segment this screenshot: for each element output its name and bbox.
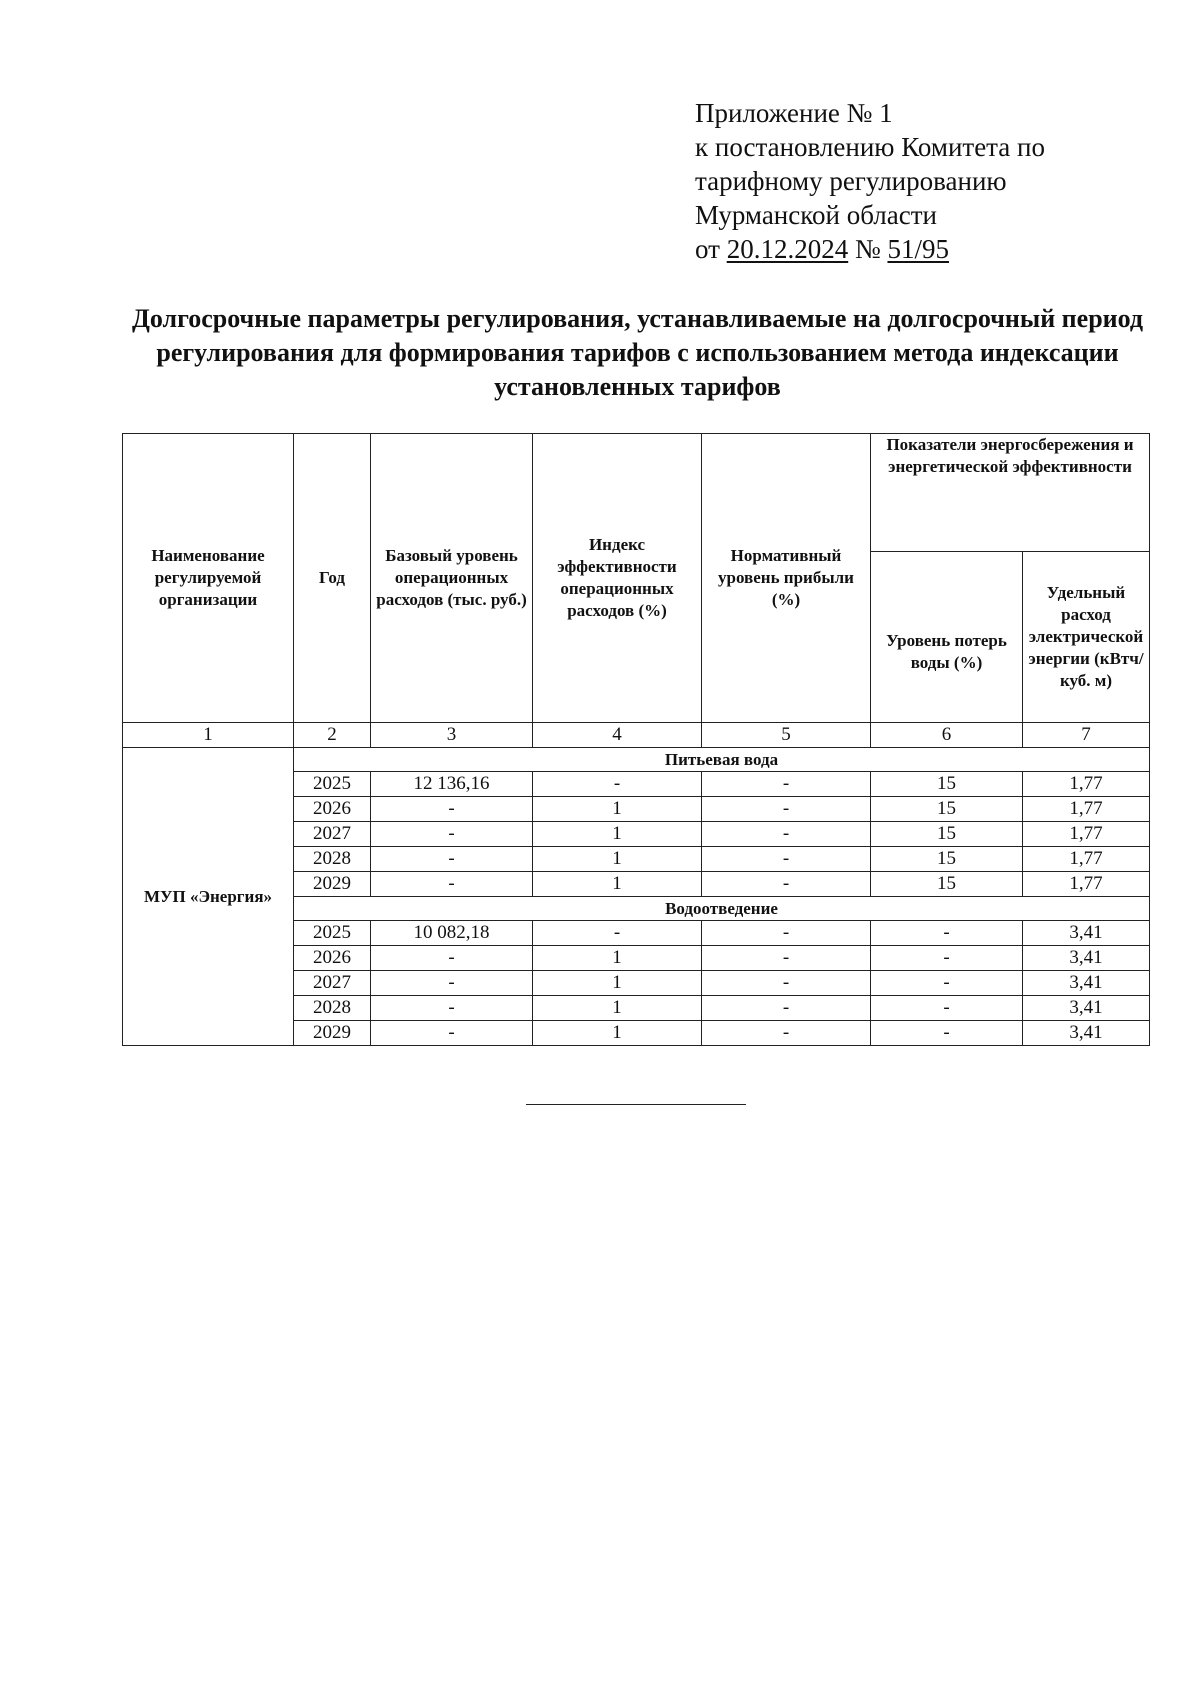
year-cell: 2026 bbox=[294, 797, 371, 822]
appendix-date-line bbox=[695, 232, 1045, 266]
profit-level-cell: - bbox=[702, 822, 871, 847]
profit-level-cell: - bbox=[702, 971, 871, 996]
appendix-prefix: от bbox=[695, 234, 720, 264]
efficiency-index-cell: 1 bbox=[533, 996, 702, 1021]
profit-level-cell: - bbox=[702, 996, 871, 1021]
year-cell: 2025 bbox=[294, 921, 371, 946]
power-consumption-cell: 1,77 bbox=[1023, 822, 1150, 847]
parameters-table bbox=[122, 433, 1150, 1046]
appendix-line-3: тарифному регулированию bbox=[695, 166, 1007, 196]
base-level-cell: - bbox=[371, 847, 533, 872]
section-title: Водоотведение bbox=[294, 897, 1150, 921]
section-title: Питьевая вода bbox=[294, 748, 1150, 772]
appendix-block bbox=[695, 96, 1045, 266]
power-consumption-cell: 3,41 bbox=[1023, 1021, 1150, 1046]
base-level-cell: - bbox=[371, 1021, 533, 1046]
power-consumption-cell: 3,41 bbox=[1023, 921, 1150, 946]
profit-level-cell: - bbox=[702, 872, 871, 897]
water-loss-cell: - bbox=[871, 921, 1023, 946]
profit-level-cell: - bbox=[702, 921, 871, 946]
appendix-number-sign: № bbox=[854, 234, 881, 264]
efficiency-index-cell: 1 bbox=[533, 847, 702, 872]
water-loss-cell: - bbox=[871, 946, 1023, 971]
appendix-line-1: Приложение № 1 bbox=[695, 98, 893, 128]
efficiency-index-cell: 1 bbox=[533, 822, 702, 847]
efficiency-index-cell: 1 bbox=[533, 946, 702, 971]
base-level-cell: - bbox=[371, 822, 533, 847]
year-cell: 2027 bbox=[294, 822, 371, 847]
efficiency-index-cell: 1 bbox=[533, 971, 702, 996]
header-energy-group: Показатели энергосбережения и энергетической эффективности bbox=[871, 434, 1150, 552]
appendix-number: 51/95 bbox=[887, 234, 949, 264]
water-loss-cell: 15 bbox=[871, 872, 1023, 897]
header-year: Год bbox=[294, 434, 371, 723]
profit-level-cell: - bbox=[702, 946, 871, 971]
table-body bbox=[123, 723, 1150, 1046]
base-level-cell: - bbox=[371, 946, 533, 971]
base-level-cell: 12 136,16 bbox=[371, 772, 533, 797]
column-number: 2 bbox=[294, 723, 371, 748]
header-row-1 bbox=[123, 434, 1150, 552]
water-loss-cell: 15 bbox=[871, 847, 1023, 872]
header-power-consumption: Удельный расход электрической энергии (кВтч/куб. м) bbox=[1023, 552, 1150, 723]
year-cell: 2028 bbox=[294, 847, 371, 872]
water-loss-cell: - bbox=[871, 996, 1023, 1021]
header-base-level: Базовый уровень операционных расходов (тыс. руб.) bbox=[371, 434, 533, 723]
column-number: 7 bbox=[1023, 723, 1150, 748]
appendix-line-2: к постановлению Комитета по bbox=[695, 132, 1045, 162]
profit-level-cell: - bbox=[702, 847, 871, 872]
header-profit-level: Нормативный уровень прибыли (%) bbox=[702, 434, 871, 723]
column-number: 4 bbox=[533, 723, 702, 748]
year-cell: 2027 bbox=[294, 971, 371, 996]
section-row bbox=[123, 748, 1150, 772]
power-consumption-cell: 1,77 bbox=[1023, 797, 1150, 822]
power-consumption-cell: 1,77 bbox=[1023, 872, 1150, 897]
power-consumption-cell: 3,41 bbox=[1023, 971, 1150, 996]
water-loss-cell: - bbox=[871, 1021, 1023, 1046]
appendix-line-4: Мурманской области bbox=[695, 200, 937, 230]
power-consumption-cell: 3,41 bbox=[1023, 996, 1150, 1021]
power-consumption-cell: 1,77 bbox=[1023, 772, 1150, 797]
efficiency-index-cell: - bbox=[533, 921, 702, 946]
header-org: Наименование регулируемой организации bbox=[123, 434, 294, 723]
organization-name: МУП «Энергия» bbox=[123, 748, 294, 1046]
base-level-cell: - bbox=[371, 797, 533, 822]
efficiency-index-cell: 1 bbox=[533, 797, 702, 822]
base-level-cell: - bbox=[371, 971, 533, 996]
profit-level-cell: - bbox=[702, 772, 871, 797]
water-loss-cell: 15 bbox=[871, 772, 1023, 797]
base-level-cell: 10 082,18 bbox=[371, 921, 533, 946]
profit-level-cell: - bbox=[702, 1021, 871, 1046]
water-loss-cell: 15 bbox=[871, 797, 1023, 822]
column-number-row bbox=[123, 723, 1150, 748]
year-cell: 2026 bbox=[294, 946, 371, 971]
year-cell: 2029 bbox=[294, 872, 371, 897]
appendix-date: 20.12.2024 bbox=[726, 234, 849, 264]
document-title: Долгосрочные параметры регулирования, устанавливаемые на долгосрочный период регулирования для формирования тарифов с использованием метода индексации установленных тарифов bbox=[131, 304, 1144, 401]
year-cell: 2028 bbox=[294, 996, 371, 1021]
column-number: 1 bbox=[123, 723, 294, 748]
power-consumption-cell: 3,41 bbox=[1023, 946, 1150, 971]
header-efficiency-index: Индекс эффективности операционных расходов (%) bbox=[533, 434, 702, 723]
water-loss-cell: 15 bbox=[871, 822, 1023, 847]
water-loss-cell: - bbox=[871, 971, 1023, 996]
column-number: 6 bbox=[871, 723, 1023, 748]
year-cell: 2025 bbox=[294, 772, 371, 797]
header-water-loss: Уровень потерь воды (%) bbox=[871, 552, 1023, 723]
efficiency-index-cell: - bbox=[533, 772, 702, 797]
power-consumption-cell: 1,77 bbox=[1023, 847, 1150, 872]
profit-level-cell: - bbox=[702, 797, 871, 822]
efficiency-index-cell: 1 bbox=[533, 872, 702, 897]
efficiency-index-cell: 1 bbox=[533, 1021, 702, 1046]
base-level-cell: - bbox=[371, 872, 533, 897]
base-level-cell: - bbox=[371, 996, 533, 1021]
separator-line bbox=[526, 1104, 746, 1105]
column-number: 5 bbox=[702, 723, 871, 748]
year-cell: 2029 bbox=[294, 1021, 371, 1046]
column-number: 3 bbox=[371, 723, 533, 748]
